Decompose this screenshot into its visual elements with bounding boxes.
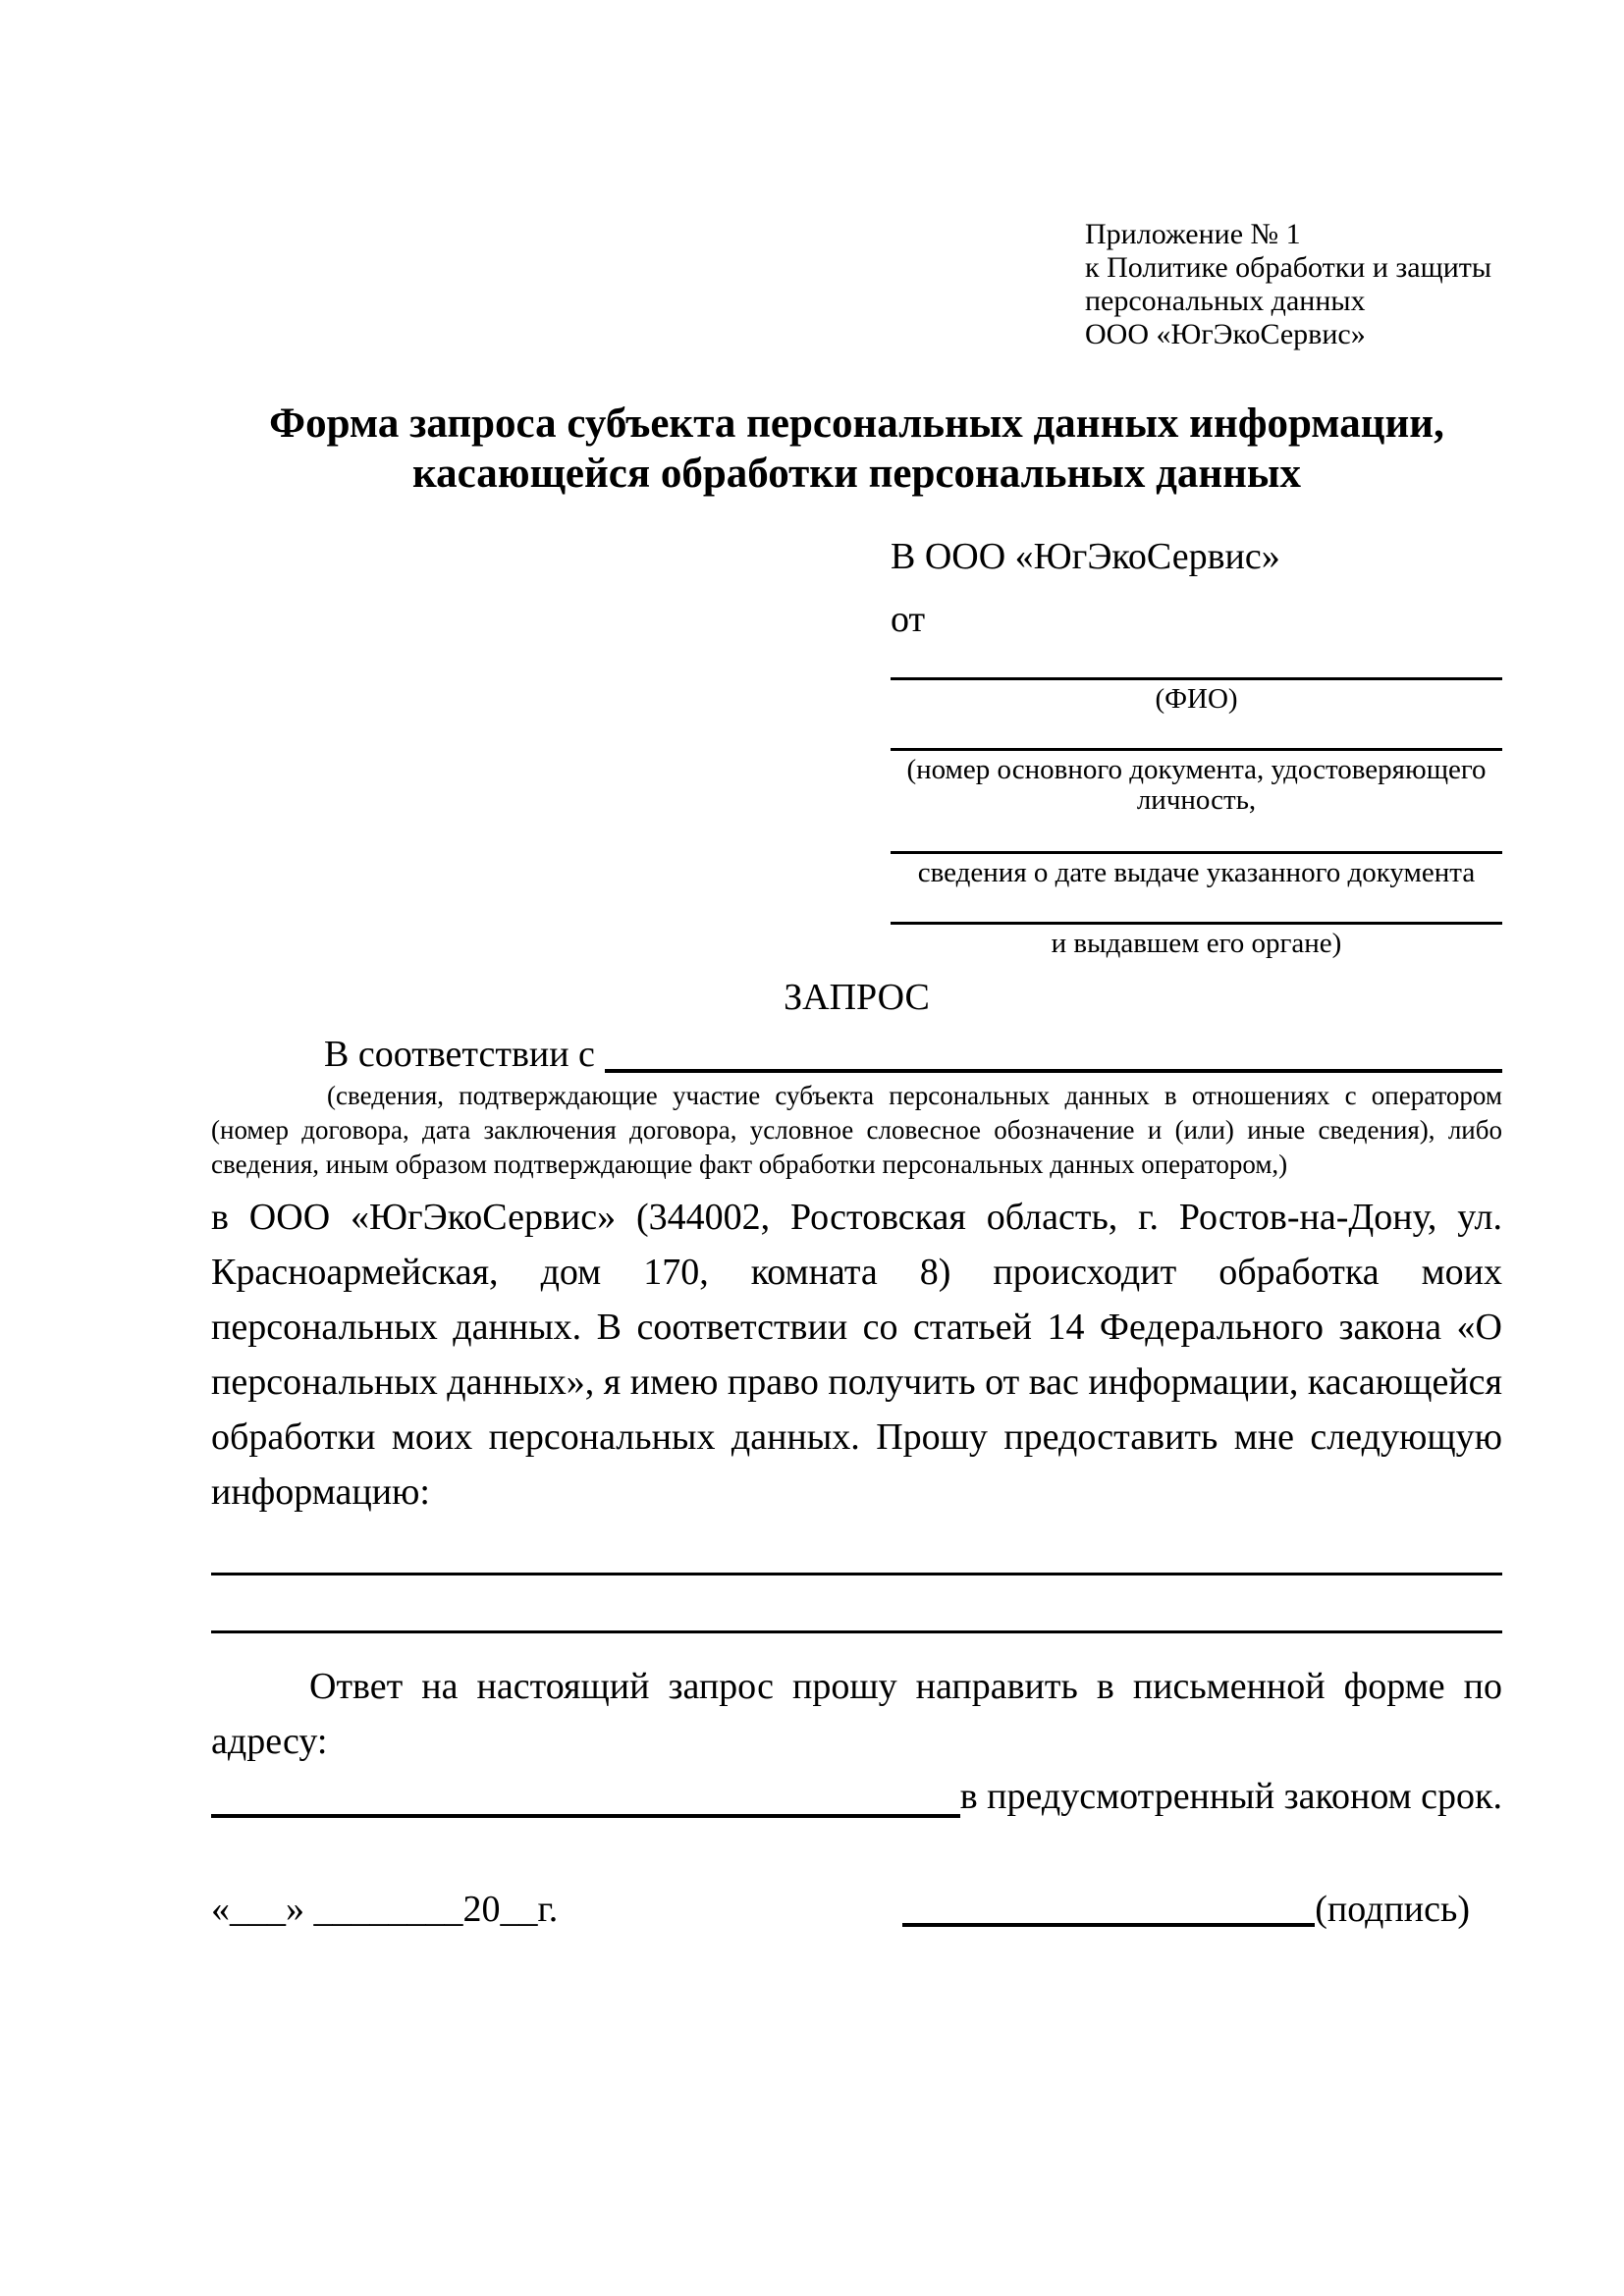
appendix-line: к Политике обработки и защиты	[1085, 251, 1492, 284]
document-title	[211, 399, 1502, 499]
footer-row	[211, 1885, 1502, 1934]
signature-write-line	[902, 1923, 1315, 1927]
issue-date-field	[891, 851, 1502, 888]
document-title-line: касающейся обработки персональных данных	[412, 451, 1301, 497]
issuing-authority-field	[891, 922, 1502, 959]
document-number-field	[891, 748, 1502, 816]
intro-prefix: В соответствии с	[324, 1034, 595, 1075]
appendix-line: Приложение № 1	[1085, 218, 1301, 250]
reply-paragraph: Ответ на настоящий запрос прошу направить в письменной форме по адресу:	[211, 1666, 1502, 1762]
info-write-line	[211, 1573, 1502, 1575]
addressee-block	[891, 534, 1502, 959]
date-line: «___» ________20__г.	[211, 1889, 559, 1930]
info-write-line	[211, 1630, 1502, 1633]
addressee-to: В ООО «ЮгЭкоСервис»	[891, 536, 1280, 577]
addressee-from-label: от	[891, 599, 926, 640]
fio-caption: (ФИО)	[1155, 683, 1238, 715]
document-title-line: Форма запроса субъекта персональных данных информации,	[269, 400, 1444, 447]
address-write-line	[211, 1814, 960, 1818]
signature-caption: (подпись)	[1315, 1889, 1470, 1930]
reply-suffix: в предусмотренный законом срок.	[959, 1776, 1502, 1817]
issuing-authority-caption: и выдавшем его органе)	[1051, 928, 1342, 959]
intro-write-line	[605, 1069, 1502, 1073]
document-number-caption: (номер основного документа, удостоверяющего личность,	[906, 754, 1487, 816]
appendix-line: персональных данных	[1085, 285, 1366, 317]
signature-group	[902, 1885, 1470, 1934]
note-paragraph: (сведения, подтверждающие участие субъекта персональных данных в отношениях с оператором (номер договора, дата заключения договора, условное словесное обозначение и (или) иные сведения), либо сведения, иным образом подтверждающие факт обработки персональных данных оператором,)	[211, 1081, 1502, 1179]
body-paragraph: в ООО «ЮгЭкоСервис» (344002, Ростовская область, г. Ростов-на-Дону, ул. Красноармейская, дом 170, комната 8) происходит обработка моих персональных данных. В соответствии со статьей 14 Федерального закона «О персональных данных», я имею право получить от вас информации, касающейся обработки моих персональных данных. Прошу предоставить мне следующую информацию:	[211, 1197, 1502, 1513]
address-line	[211, 1769, 1502, 1824]
request-heading: ЗАПРОС	[784, 977, 930, 1018]
issue-date-caption: сведения о дате выдаче указанного документа	[917, 857, 1476, 888]
appendix-line: ООО «ЮгЭкоСервис»	[1085, 318, 1366, 350]
appendix-block	[1085, 218, 1502, 351]
intro-line	[211, 1030, 1502, 1079]
fio-field	[891, 677, 1502, 715]
